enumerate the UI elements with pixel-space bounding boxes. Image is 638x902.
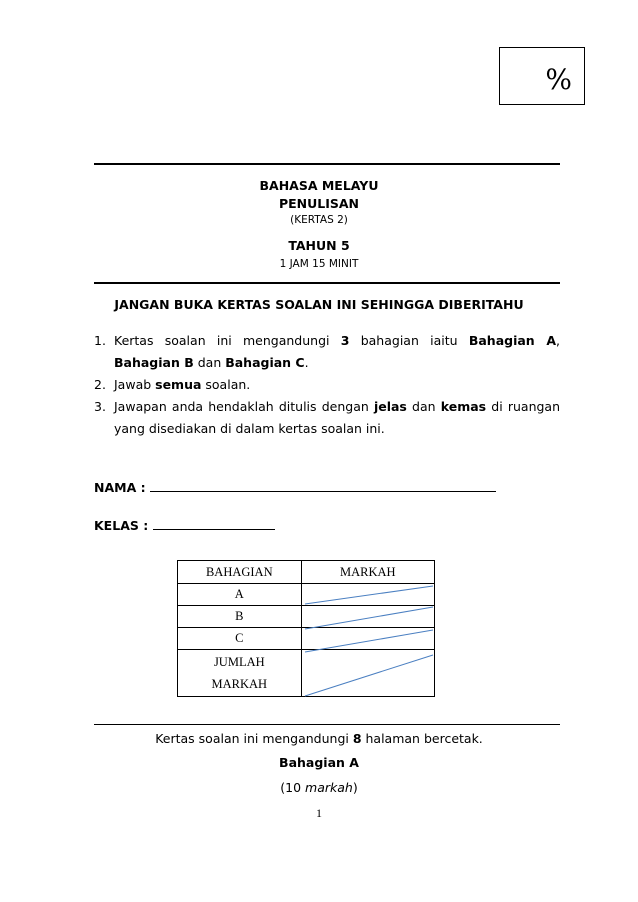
instruction-plain-text: Kertas soalan ini mengandungi (114, 333, 341, 348)
name-blank-line[interactable] (150, 479, 496, 492)
instruction-plain-text: bahagian iaitu (349, 333, 469, 348)
instruction-item-1 (94, 330, 560, 374)
instruction-text (114, 396, 560, 440)
duration: 1 JAM 15 MINIT (279, 258, 359, 270)
instruction-plain-text: Jawab (114, 377, 156, 392)
marks-table-section-cell: B (178, 606, 302, 628)
instruction-text (114, 374, 560, 396)
marks-table (177, 560, 435, 697)
name-field (94, 479, 496, 495)
page-count-prefix: Kertas soalan ini mengandungi (155, 731, 353, 746)
marks-table-header-section: BAHAGIAN (178, 561, 302, 584)
subject-title: BAHASA MELAYU (259, 178, 379, 193)
total-label-line2: MARKAH (211, 677, 268, 691)
instruction-list (94, 330, 560, 440)
instruction-item-2 (94, 374, 560, 396)
marks-table-section-cell: A (178, 584, 302, 606)
instruction-bold-text: semua (155, 377, 202, 392)
section-title: Bahagian A (279, 755, 359, 770)
section-marks-word: markah (305, 780, 353, 795)
page-count-note (0, 731, 638, 746)
instruction-number: 3. (94, 399, 106, 414)
instruction-plain-text: dan (193, 355, 226, 370)
marks-table-header-marks: MARKAH (301, 561, 434, 584)
marks-table-total-label (178, 650, 302, 697)
instruction-bold-text: 3 (340, 333, 350, 348)
instruction-plain-text: dan (406, 399, 441, 414)
marks-table-total-cell[interactable] (301, 650, 434, 697)
instruction-bold-text: jelas (373, 399, 407, 414)
instruction-plain-text: , (556, 333, 560, 348)
instruction-bold-text: Bahagian C (225, 355, 305, 370)
header-rule (94, 282, 560, 284)
year-title: TAHUN 5 (288, 238, 350, 253)
name-label: NAMA : (94, 480, 146, 495)
instruction-plain-text: Jawapan anda hendaklah ditulis dengan (114, 399, 374, 414)
footer-rule (94, 724, 560, 725)
page-count-number: 8 (352, 731, 362, 746)
instruction-text (114, 330, 560, 374)
section-marks (0, 780, 638, 795)
instruction-plain-text: di ruangan yang disediakan di dalam kertas soalan ini. (114, 399, 561, 436)
marks-table-score-cell[interactable] (301, 606, 434, 628)
section-marks-close: ) (352, 780, 358, 795)
instruction-bold-text: kemas (440, 399, 487, 414)
paper-title: PENULISAN (278, 196, 360, 211)
instruction-number: 1. (94, 333, 106, 348)
marks-table-score-cell[interactable] (301, 628, 434, 650)
section-marks-open: (10 (280, 780, 306, 795)
warning-text: JANGAN BUKA KERTAS SOALAN INI SEHINGGA DIBERITAHU (114, 297, 524, 312)
page-count-suffix: halaman bercetak. (361, 731, 483, 746)
marks-table-section-cell: C (178, 628, 302, 650)
class-field (94, 517, 275, 533)
percent-symbol: % (545, 63, 572, 96)
instruction-number: 2. (94, 377, 106, 392)
instruction-bold-text: Bahagian A (468, 333, 557, 348)
instruction-plain-text: . (304, 355, 309, 370)
paper-code: (KERTAS 2) (290, 214, 348, 226)
instruction-item-3 (94, 396, 560, 440)
marks-table-score-cell[interactable] (301, 584, 434, 606)
instruction-plain-text: soalan. (201, 377, 251, 392)
total-label-line1: JUMLAH (213, 655, 265, 669)
mark-box (499, 47, 585, 105)
instruction-bold-text: Bahagian B (114, 355, 194, 370)
class-blank-line[interactable] (153, 517, 275, 530)
top-rule (94, 163, 560, 165)
page-number: 1 (316, 806, 322, 820)
class-label: KELAS : (94, 518, 149, 533)
